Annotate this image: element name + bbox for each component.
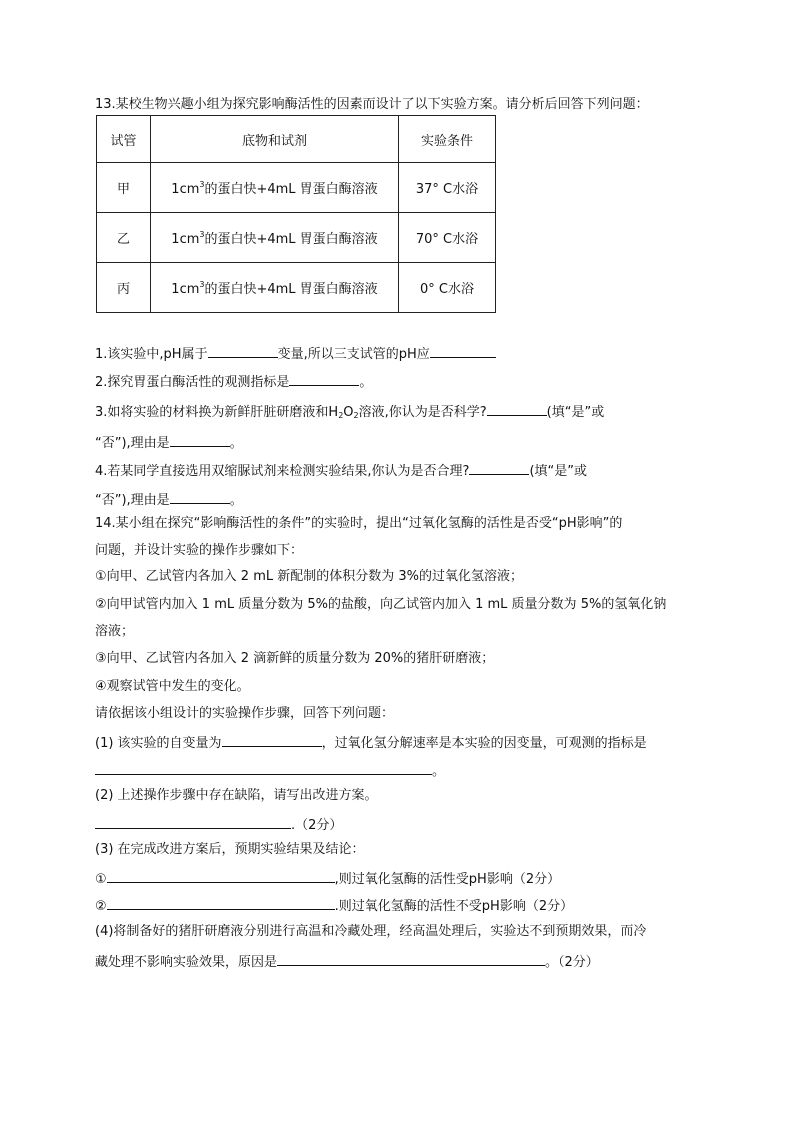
- tube-cell: 甲: [97, 163, 151, 213]
- q14-part-3: (3) 在完成改进方案后，预期实验结果及结论：: [95, 842, 365, 857]
- answer-blank[interactable]: [487, 402, 547, 416]
- answer-blank[interactable]: [469, 461, 529, 475]
- header-condition: 实验条件: [399, 116, 496, 163]
- q13-item-3-cont: “否”),理由是 。: [95, 433, 243, 452]
- experiment-table: [96, 115, 496, 313]
- answer-blank[interactable]: [170, 490, 230, 504]
- reagent-cell: $1cm^3$的蛋白快+4mL 胃蛋白酶溶液: [151, 163, 399, 213]
- answer-blank[interactable]: [289, 372, 359, 386]
- tube-cell: 丙: [97, 263, 151, 313]
- q14-part-3-b: ② .则过氧化氢酶的活性不受pH影响（2分）: [95, 896, 573, 915]
- q13-item-1: 1.该实验中,pH属于 变量,所以三支试管的pH应: [95, 344, 496, 363]
- q14-part-2: (2) 上述操作步骤中存在缺陷，请写出改进方案。: [95, 788, 378, 803]
- q14-step-2: ②向甲试管内加入 1 mL 质量分数为 5%的盐酸，向乙试管内加入 1 mL 质量分数为 5%的氢氧化钠: [95, 597, 667, 612]
- q13-item-4-cont: “否”),理由是 。: [95, 490, 243, 509]
- q14-intro: 14.某小组在探究“影响酶活性的条件”的实验时，提出“过氧化氢酶的活性是否受“pH影响”的: [95, 516, 623, 531]
- answer-blank[interactable]: [277, 952, 545, 966]
- answer-blank[interactable]: [208, 344, 278, 358]
- condition-cell: 0° C水浴: [399, 263, 496, 313]
- q13-item-4: 4.若某同学直接选用双缩脲试剂来检测实验结果,你认为是否合理? (填“是”或: [95, 461, 587, 480]
- q14-step-1: ①向甲、乙试管内各加入 2 mL 新配制的体积分数为 3%的过氧化氢溶液；: [95, 569, 523, 584]
- q14-prompt: 请依据该小组设计的实验操作步骤，回答下列问题：: [95, 706, 395, 721]
- q14-part-1-cont: 。: [95, 761, 445, 780]
- q14-part-4: (4)将制备好的猪肝研磨液分别进行高温和冷藏处理，经高温处理后，实验达不到预期效果，而冷: [95, 924, 647, 939]
- answer-blank[interactable]: [95, 815, 291, 829]
- q14-intro-cont: 问题，并设计实验的操作步骤如下：: [95, 543, 304, 558]
- tube-cell: 乙: [97, 213, 151, 263]
- table-row: [97, 263, 496, 313]
- q14-part-2-cont: .（2分）: [95, 815, 342, 834]
- q14-step-4: ④观察试管中发生的变化。: [95, 679, 250, 694]
- answer-blank[interactable]: [430, 344, 496, 358]
- header-reagent: 底物和试剂: [151, 116, 399, 163]
- q14-part-1: (1) 该实验的自变量为 ，过氧化氢分解速率是本实验的因变量，可观测的指标是: [95, 733, 647, 752]
- reagent-cell: $1cm^3$的蛋白快+4mL 胃蛋白酶溶液: [151, 263, 399, 313]
- q13-item-2: 2.探究胃蛋白酶活性的观测指标是 。: [95, 372, 372, 391]
- answer-blank[interactable]: [107, 869, 335, 883]
- header-tube: 试管: [97, 116, 151, 163]
- table-row: [97, 213, 496, 263]
- table-row: [97, 163, 496, 213]
- q14-step-2-cont: 溶液；: [95, 624, 135, 639]
- answer-blank[interactable]: [95, 761, 432, 775]
- condition-cell: 70° C水浴: [399, 213, 496, 263]
- reagent-cell: $1cm^3$的蛋白快+4mL 胃蛋白酶溶液: [151, 213, 399, 263]
- answer-blank[interactable]: [107, 896, 335, 910]
- q14-part-3-a: ① ,则过氧化氢酶的活性受pH影响（2分）: [95, 869, 560, 888]
- answer-blank[interactable]: [170, 433, 230, 447]
- q14-step-3: ③向甲、乙试管内各加入 2 滴新鲜的质量分数为 20%的猪肝研磨液；: [95, 651, 495, 666]
- q13-title: 13.某校生物兴趣小组为探究影响酶活性的因素而设计了以下实验方案。请分析后回答下列问题：: [95, 97, 649, 112]
- condition-cell: 37° C水浴: [399, 163, 496, 213]
- q14-part-4-cont: 藏处理不影响实验效果，原因是 。（2分）: [95, 952, 599, 971]
- answer-blank[interactable]: [222, 733, 322, 747]
- table-header-row: [97, 116, 496, 163]
- q13-item-3: 3.如将实验的材料换为新鲜肝脏研磨液和$H_2O_2$溶液,你认为是否科学? (填“是”或: [95, 402, 604, 421]
